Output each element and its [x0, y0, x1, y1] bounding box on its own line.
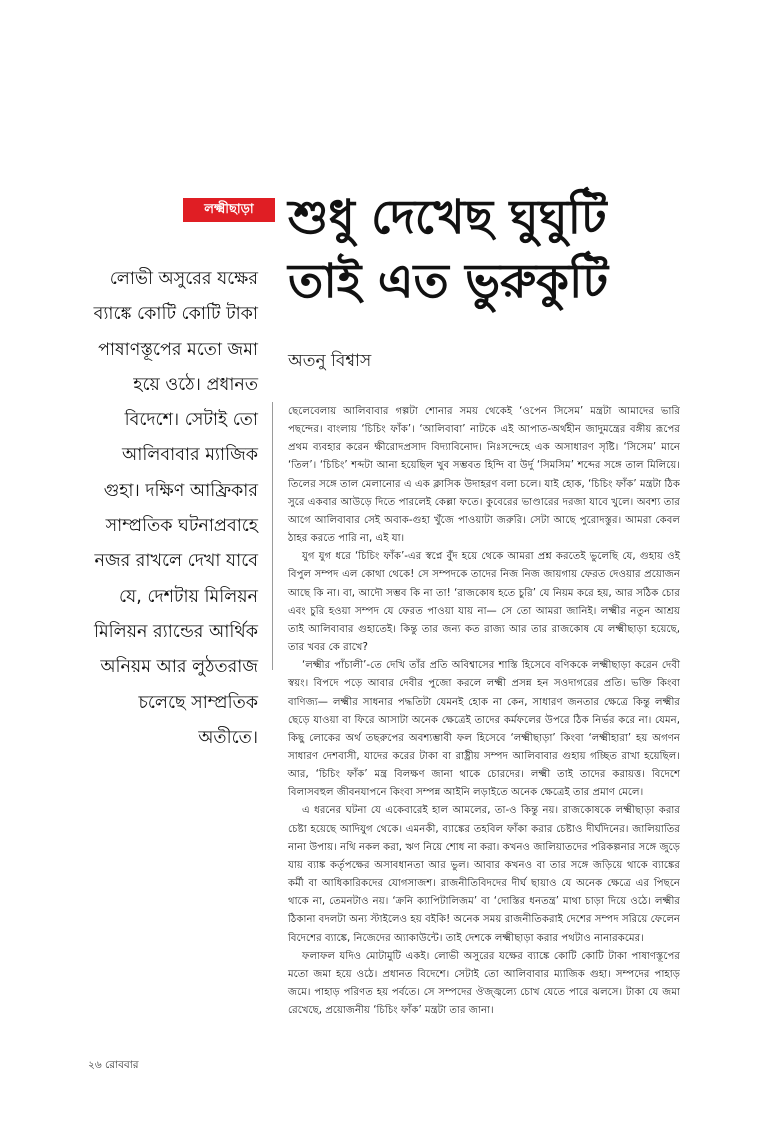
article-body — [288, 403, 680, 1020]
paragraph: ‘লক্ষ্মীর পাঁচালী’-তে দেখি তাঁর প্রতি অবিশ্বাসের শাস্তি হিসেবে বণিককে লক্ষ্মীছাড়া করেন দেবী স্বয়ং। বিপদে পড়ে আবার দেবীর পুজো করলে লক্ষ্মী প্রসন্ন হন সওদাগরের প্রতি। ভক্তি কিংবা বাণিজ্য— লক্ষ্মীর সাধনার পদ্ধতিটা যেমনই হোক না কেন, সাধারণ জনতার ক্ষেত্রে কিন্তু লক্ষ্মীর ছেড়ে যাওয়া বা ফিরে আসাটা অনেক ক্ষেত্রেই তাদের কর্মফলের উপরে ঠিক নির্ভর করে না। যেমন, কিছু লোকের অর্থ তছরুপের অবশ্যম্ভাবী ফল হিসেবে ‘লক্ষ্মীছাড়া’ কিংবা ‘লক্ষ্মীহারা’ হয় অগণন সাধারণ দেশবাসী, যাদের করের টাকা বা রাষ্ট্রীয় সম্পদ আলিবাবার গুহায় গচ্ছিত রাখা হয়েছিল। আর, ‘চিচিং ফাঁক’ মন্ত্র বিলক্ষণ জানা থাকে চোরদের। লক্ষ্মী তাই তাদের করায়ত্ত। বিদেশে বিলাসবহুল জীবনযাপনে কিংবা সম্পন্ন আইনি লড়াইতে অনেক ক্ষেত্রেই তার প্রমাণ মেলে। — [288, 660, 680, 799]
headline — [288, 186, 748, 314]
pull-quote: লোভী অসুরের যক্ষের ব্যাঙ্কে কোটি কোটি টাকা পাষাণস্তূপের মতো জমা হয়ে ওঠে। প্রধানত বিদেশে। সেটাই তো আলিবাবার ম্যাজিক গুহা। দক্ষিণ আফ্রিকার সাম্প্রতিক ঘটনাপ্রবাহে নজর রাখলে দেখা যাবে যে, দেশটায় মিলিয়ন মিলিয়ন র‍্যান্ডের আর্থিক অনিয়ম আর লুঠতরাজ চলেছে সাম্প্রতিক অতীতে। — [93, 269, 258, 748]
author-byline: অতনু বিশ্বাস — [288, 351, 372, 371]
paragraph: ফলাফল যদিও মোটামুটি একই। লোভী অসুরের যক্ষের ব্যাঙ্কে কোটি কোটি টাকা পাষাণস্তূপের মতো জমা হয়ে ওঠে। প্রধানত বিদেশে। সেটাই তো আলিবাবার ম্যাজিক গুহা। সম্পদের পাহাড় জমে। পাহাড় পরিণত হয় পর্বতে। সে সম্পদের ঔজ্জ্বল্যে চোখ যেতে পারে ঝলসে। টাকা যে জমা রেখেছে, প্রয়োজনীয় ‘চিচিং ফাঁক’ মন্ত্রটা তার জানা। — [288, 950, 680, 1017]
headline-line-1: শুধু দেখেছ ঘুঘুটি — [288, 190, 607, 245]
paragraph: যুগ যুগ ধরে ‘চিচিং ফাঁক’-এর স্বপ্নে বুঁদ হয়ে থেকে আমরা প্রশ্ন করতেই ভুলেছি যে, গুহায় ওই বিপুল সম্পদ এল কোথা থেকে! সে সম্পদকে তাদের নিজ নিজ জায়গায় ফেরত দেওয়ার প্রয়োজন আছে কি না। বা, আদৌ সম্ভব কি না তা! ‘রাজকোষ হতে চুরি’ যে নিয়ম করে হয়, আর সঠিক চোর এবং চুরি হওয়া সম্পদ যে ফেরত পাওয়া যায় না— সে তো আমরা জানিই। লক্ষ্মীর নতুন আশ্রয় তাই আলিবাবার গুহাতেই। কিন্তু তার জন্য কত রাজ্য আর তার রাজকোষ যে লক্ষ্মীছাড়া হয়েছে, তার খবর কে রাখে? — [288, 551, 680, 654]
headline-line-2: তাই এত ভুরুকুটি — [288, 254, 609, 309]
page-footer: ২৬ রোববার — [88, 1059, 139, 1071]
column-divider — [272, 402, 273, 670]
section-tag: লক্ষ্মীছাড়া — [183, 198, 275, 222]
paragraph: এ ধরনের ঘটনা যে একেবারেই হাল আমলের, তা-ও কিন্তু নয়। রাজকোষকে লক্ষ্মীছাড়া করার চেষ্টা হয়েছে আদিযুগ থেকে। এমনকী, ব্যাঙ্কের তহবিল ফাঁকা করার চেষ্টাও দীর্ঘদিনের। জালিয়াতির নানা উপায়। নথি নকল করা, ঋণ নিয়ে শোধ না করা। কখনও জালিয়াতদের পরিকল্পনার সঙ্গে জুড়ে যায় ব্যাঙ্ক কর্তৃপক্ষের অসাবধানতা আর ভুল। আবার কখনও বা তার সঙ্গে জড়িয়ে থাকে ব্যাঙ্কের কর্মী বা আধিকারিকদের যোগসাজশ। রাজনীতিবিদদের দীর্ঘ ছায়াও যে অনেক ক্ষেত্রে এর পিছনে থাকে না, তেমনটাও নয়। ‘ক্রনি ক্যাপিটালিজম’ বা ‘দোস্তির ধনতন্ত্র’ মাথা চাড়া দিয়ে ওঠে। লক্ষ্মীর ঠিকানা বদলটা অন্য স্টাইলেও হয় বইকি! অনেক সময় রাজনীতিকরাই দেশের সম্পদ সরিয়ে ফেলেন বিদেশের ব্যাঙ্কে, নিজেদের অ্যাকাউন্টে। তাই দেশকে লক্ষ্মীছাড়া করার পথটাও নানারকমের। — [288, 805, 680, 944]
paragraph: ছেলেবেলায় আলিবাবার গল্পটা শোনার সময় থেকেই ‘ওপেন সিসেম’ মন্ত্রটা আমাদের ভারি পছন্দের। বাংলায় ‘চিচিং ফাঁক’। ‘আলিবাবা’ নাটকে এই আপাত-অর্থহীন জাদুমন্ত্রের বঙ্গীয় রূপের প্রথম ব্যবহার করেন ক্ষীরোদপ্রসাদ বিদ্যাবিনোদ। নিঃসন্দেহে এক অসাধারণ সৃষ্টি। ‘সিসেম’ মানে ‘তিল’। ‘চিচিং’ শব্দটা আনা হয়েছিল খুব সম্ভবত হিন্দি বা উর্দু ‘সিমসিম’ শব্দের সঙ্গে তাল মিলিয়ে। তিলের সঙ্গে তাল মেলানোর এ এক ক্লাসিক উদাহরণ বলা চলে। যাই হোক, ‘চিচিং ফাঁক’ মন্ত্রটা ঠিক সুরে একবার আউড়ে দিতে পারলেই কেল্লা ফতে। কুবেরের ভাণ্ডারের দরজা যাবে খুলে। অবশ্য তার আগে আলিবাবার সেই অবাক-গুহা খুঁজে পাওয়াটা জরুরি। সেটা আছে পুরোদস্তুর। আমরা কেবল ঠাহর করতে পারি না, এই যা। — [288, 406, 680, 545]
